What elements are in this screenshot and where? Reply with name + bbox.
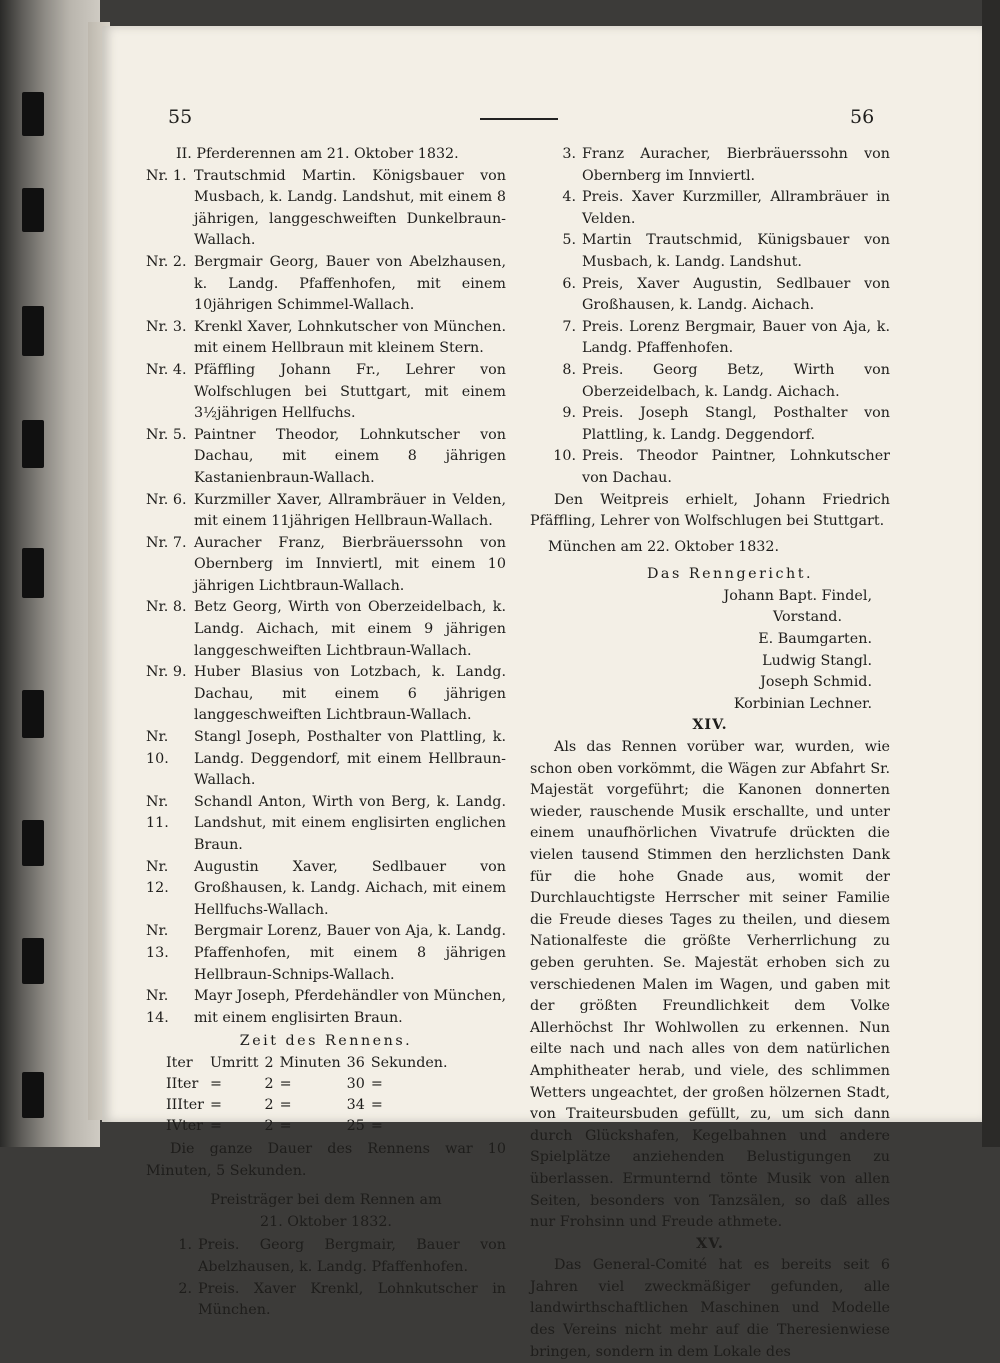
entry-text: Stangl Joseph, Posthalter von Plattling, k. Landg. Deggendorf, mit einem Hellbraun-Wallach. [194, 729, 506, 789]
entry-item [146, 857, 506, 922]
entry-item [146, 252, 506, 317]
entry-item [146, 425, 506, 490]
duration-text: Die ganze Dauer des Rennens war 10 Minuten, 5 Sekunden. [146, 1140, 506, 1179]
book-spine [0, 0, 100, 1147]
prize-heading: Preisträger bei dem Rennen am [210, 1192, 442, 1209]
time-cell: 2 [264, 1096, 274, 1113]
entry-number: Nr. 7. [146, 534, 187, 551]
time-cell: Umritt [209, 1054, 259, 1071]
time-cell: Minuten [279, 1054, 341, 1071]
entry-item [146, 792, 506, 857]
prize-list [146, 1235, 506, 1321]
time-heading: Zeit des Rennens. [239, 1033, 413, 1050]
prize-text: Preis. Xaver Krenkl, Lohnkutscher in München. [198, 1280, 506, 1319]
prize-number: 1. [178, 1237, 192, 1254]
prize-number: 2. [178, 1280, 192, 1297]
entry-text: Betz Georg, Wirth von Oberzeidelbach, k. Landg. Aichach, mit einem 9 jährigen langgeschweiften Lichtbraun-Wallach. [194, 599, 506, 659]
entry-text: Pfäffling Johann Fr., Lehrer von Wolfschlugen bei Stuttgart, mit einem 3½jährigen Hellfuchs. [194, 361, 506, 422]
binding-tab [22, 420, 44, 468]
time-cell: 30 [346, 1075, 365, 1092]
time-cell: 34 [346, 1096, 365, 1113]
entry-text: Mayr Joseph, Pferdehändler von München, mit einem englisirten Braun. [194, 988, 506, 1026]
entry-item [146, 533, 506, 598]
prize-heading-date: 21. Oktober 1832. [260, 1213, 392, 1230]
signature-block [530, 586, 890, 716]
entry-item [146, 317, 506, 360]
entry-text: Kurzmiller Xaver, Allrambräuer in Velden, mit einem 11jährigen Hellbraun-Wallach. [194, 491, 506, 530]
court-heading: Das Renngericht. [646, 566, 814, 583]
time-cell: Iter [166, 1054, 193, 1071]
prize-item [530, 360, 890, 403]
prize-text: Franz Auracher, Bierbräuerssohn von Obernberg im Innviertl. [582, 146, 890, 184]
binding-tab [22, 820, 44, 866]
dark-margin [982, 0, 1000, 1147]
entry-number: Nr. 6. [146, 491, 187, 508]
time-cell: 2 [264, 1054, 274, 1071]
time-table [166, 1053, 454, 1137]
entry-list [146, 166, 506, 1030]
prize-text: Preis. Georg Bergmair, Bauer von Abelzhausen, k. Landg. Pfaffenhofen. [198, 1237, 506, 1275]
time-cell: 2 [264, 1117, 274, 1134]
entry-text: Bergmair Lorenz, Bauer von Aja, k. Landg. Pfaffenhofen, mit einem 8 jährigen Hellbraun-Schnips-Wallach. [194, 923, 506, 983]
entry-number: Nr. 11. [146, 793, 169, 832]
time-row [166, 1074, 454, 1095]
prize-list [530, 144, 890, 490]
time-cell: 2 [264, 1075, 274, 1092]
weitpreis-text: Den Weitpreis erhielt, Johann Friedrich Pfäffling, Lehrer von Wolfschlugen bei Stuttgart. [530, 491, 890, 530]
time-cell: = [209, 1075, 222, 1092]
section-number-xv: XV. [696, 1235, 724, 1252]
entry-text: Auracher Franz, Bierbräuerssohn von Obernberg im Innviertl, mit einem 10 jährigen Lichtbraun-Wallach. [194, 534, 506, 594]
left-column [146, 144, 506, 1322]
entry-item [146, 360, 506, 425]
entry-text: Augustin Xaver, Sedlbauer von Großhausen, k. Landg. Aichach, mit einem Hellfuchs-Wallach. [194, 858, 506, 918]
prize-item [530, 274, 890, 317]
prize-item [146, 1279, 506, 1322]
prize-item [530, 230, 890, 273]
prize-item [146, 1235, 506, 1278]
prize-text: Preis. Xaver Kurzmiller, Allrambräuer in Velden. [582, 189, 890, 227]
prize-text: Preis. Lorenz Bergmair, Bauer von Aja, k. Landg. Pfaffenhofen. [582, 318, 890, 357]
paragraph-xiv: Als das Rennen vorüber war, wurden, wie schon oben vorkömmt, die Wägen zur Abfahrt Sr. Majestät vorgeführt; die Kanonen donnerten wieder, rauschende Musik erschallte, und unter einem unaufhörlichen Vivatrufe drückten die vielen tausend Stimmen den herzlichsten Dank für die hohe Gnade aus, womit der Durchlauchtigste Herrscher mit seiner Familie die Freude dieses Tages zu theilen, und diesem Nationalfeste die größte Verherrlichung zu geben geruhten. Se. Majestät erhoben sich zu verschiedenen Malen im Wagen, und gaben mit der größten Freundlichkeit dem Volke Allerhöchst Ihr Wohlwollen zu erkennen. Nun eilte nach und nach alles von dem natürlichen Amphitheater herab, und viele, des schlimmen Wetters ungeachtet, der großen hölzernen Stadt, von Traiteursbuden gefüllt, zu, um sich dann durch Glückshafen, Kegelbahnen und andere Spielplätze anziehenden Belustigungen zu überlassen. Ermunternd tönte Musik von allen Seiten, besonders von Tanzsälen, so daß alles nur Frohsinn und Freude athmete. [530, 739, 890, 1231]
prize-text: Preis. Theodor Paintner, Lohnkutscher von Dachau. [582, 448, 890, 486]
prize-item [530, 446, 890, 489]
signature-line: Korbinian Lechner. [733, 695, 872, 712]
prize-number: 10. [553, 448, 576, 465]
header-rule [480, 118, 558, 120]
binding-tab [22, 92, 44, 136]
page-number-left: 55 [168, 106, 193, 128]
time-row [166, 1053, 454, 1074]
time-cell: = [370, 1117, 383, 1134]
binding-tab [22, 1072, 44, 1118]
entry-item [146, 490, 506, 533]
entry-text: Paintner Theodor, Lohnkutscher von Dachau, mit einem 8 jährigen Kastanienbraun-Wallach. [194, 426, 506, 486]
entry-number: Nr. 3. [146, 318, 187, 335]
time-cell: = [279, 1096, 292, 1113]
entry-item [146, 921, 506, 986]
prize-number: 4. [562, 189, 576, 206]
entry-number: Nr. 9. [146, 664, 187, 681]
time-cell: = [209, 1096, 222, 1113]
binding-tab [22, 938, 44, 984]
time-cell: = [209, 1117, 222, 1134]
binding-tab [22, 306, 44, 356]
entry-number: Nr. 10. [146, 729, 169, 767]
entry-item [146, 662, 506, 727]
prize-number: 9. [562, 405, 576, 422]
time-cell: 25 [346, 1117, 365, 1134]
entry-number: Nr. 8. [146, 599, 187, 616]
time-row [166, 1095, 454, 1116]
entry-number: Nr. 4. [146, 361, 187, 378]
time-cell: = [370, 1096, 383, 1113]
time-cell: IIter [166, 1075, 199, 1092]
entry-number: Nr. 12. [146, 858, 169, 897]
prize-item [530, 144, 890, 187]
time-row [166, 1116, 454, 1137]
entry-text: Krenkl Xaver, Lohnkutscher von München. mit einem Hellbraun mit kleinem Stern. [194, 318, 506, 357]
time-cell: Sekunden. [370, 1054, 448, 1071]
prize-text: Martin Trautschmid, Künigsbauer von Musbach, k. Landg. Landshut. [582, 232, 890, 270]
right-column [530, 144, 890, 1363]
signature-line: Johann Bapt. Findel, [723, 587, 872, 604]
prize-number: 3. [562, 146, 576, 162]
date-line: München am 22. Oktober 1832. [548, 538, 780, 555]
paragraph-xv: Das General-Comité hat es bereits seit 6 Jahren viel zweckmäßiger gefunden, alle landwirthschaftlichen Maschinen und Modelle des Vereins nicht mehr auf die Theresienwiese bringen, sondern in dem Lokale des [530, 1257, 890, 1360]
entry-number: Nr. 14. [146, 988, 169, 1026]
entry-text: Huber Blasius von Lotzbach, k. Landg. Dachau, mit einem 6 jährigen langgeschweiften Lichtbraun-Wallach. [194, 664, 506, 724]
entry-text: Schandl Anton, Wirth von Berg, k. Landg. Landshut, mit einem englisirten englichen Braun. [194, 793, 506, 853]
entry-number: Nr. 2. [146, 253, 187, 270]
time-cell: IVter [166, 1117, 204, 1134]
entry-item [146, 727, 506, 792]
entry-text: Trautschmid Martin. Königsbauer von Musbach, k. Landg. Landshut, mit einem 8 jährigen, langgeschweiften Dunkelbraun-Wallach. [194, 167, 506, 249]
prize-item [530, 317, 890, 360]
time-cell: 36 [346, 1054, 365, 1071]
prize-text: Preis. Georg Betz, Wirth von Oberzeidelbach, k. Landg. Aichach. [582, 361, 890, 400]
prize-item [530, 403, 890, 446]
entry-item [146, 597, 506, 662]
entry-number: Nr. 1. [146, 167, 187, 184]
prize-text: Preis. Joseph Stangl, Posthalter von Plattling, k. Landg. Deggendorf. [582, 405, 890, 443]
time-cell: = [279, 1075, 292, 1092]
page-number-right: 56 [850, 106, 875, 128]
prize-text: Preis, Xaver Augustin, Sedlbauer von Großhausen, k. Landg. Aichach. [582, 275, 890, 314]
section-heading: II. Pferderennen am 21. Oktober 1832. [176, 146, 459, 162]
signature-line: Vorstand. [773, 609, 842, 626]
entry-number: Nr. 13. [146, 923, 169, 961]
signature-line: Joseph Schmid. [760, 674, 872, 691]
time-cell: IIIter [166, 1096, 204, 1113]
prize-number: 5. [562, 232, 576, 249]
binding-tab [22, 188, 44, 232]
prize-number: 8. [562, 361, 576, 378]
time-cell: = [279, 1117, 292, 1134]
prize-number: 7. [562, 318, 576, 335]
section-number-xiv: XIV. [692, 717, 728, 734]
time-cell: = [370, 1075, 383, 1092]
entry-item [146, 986, 506, 1029]
prize-item [530, 187, 890, 230]
entry-text: Bergmair Georg, Bauer von Abelzhausen, k. Landg. Pfaffenhofen, mit einem 10jährigen Schimmel-Wallach. [194, 253, 506, 314]
binding-tab [22, 690, 44, 738]
prize-number: 6. [562, 275, 576, 292]
entry-number: Nr. 5. [146, 426, 187, 443]
signature-line: Ludwig Stangl. [762, 652, 872, 669]
entry-item [146, 166, 506, 252]
binding-tab [22, 548, 44, 598]
signature-line: E. Baumgarten. [758, 631, 872, 648]
